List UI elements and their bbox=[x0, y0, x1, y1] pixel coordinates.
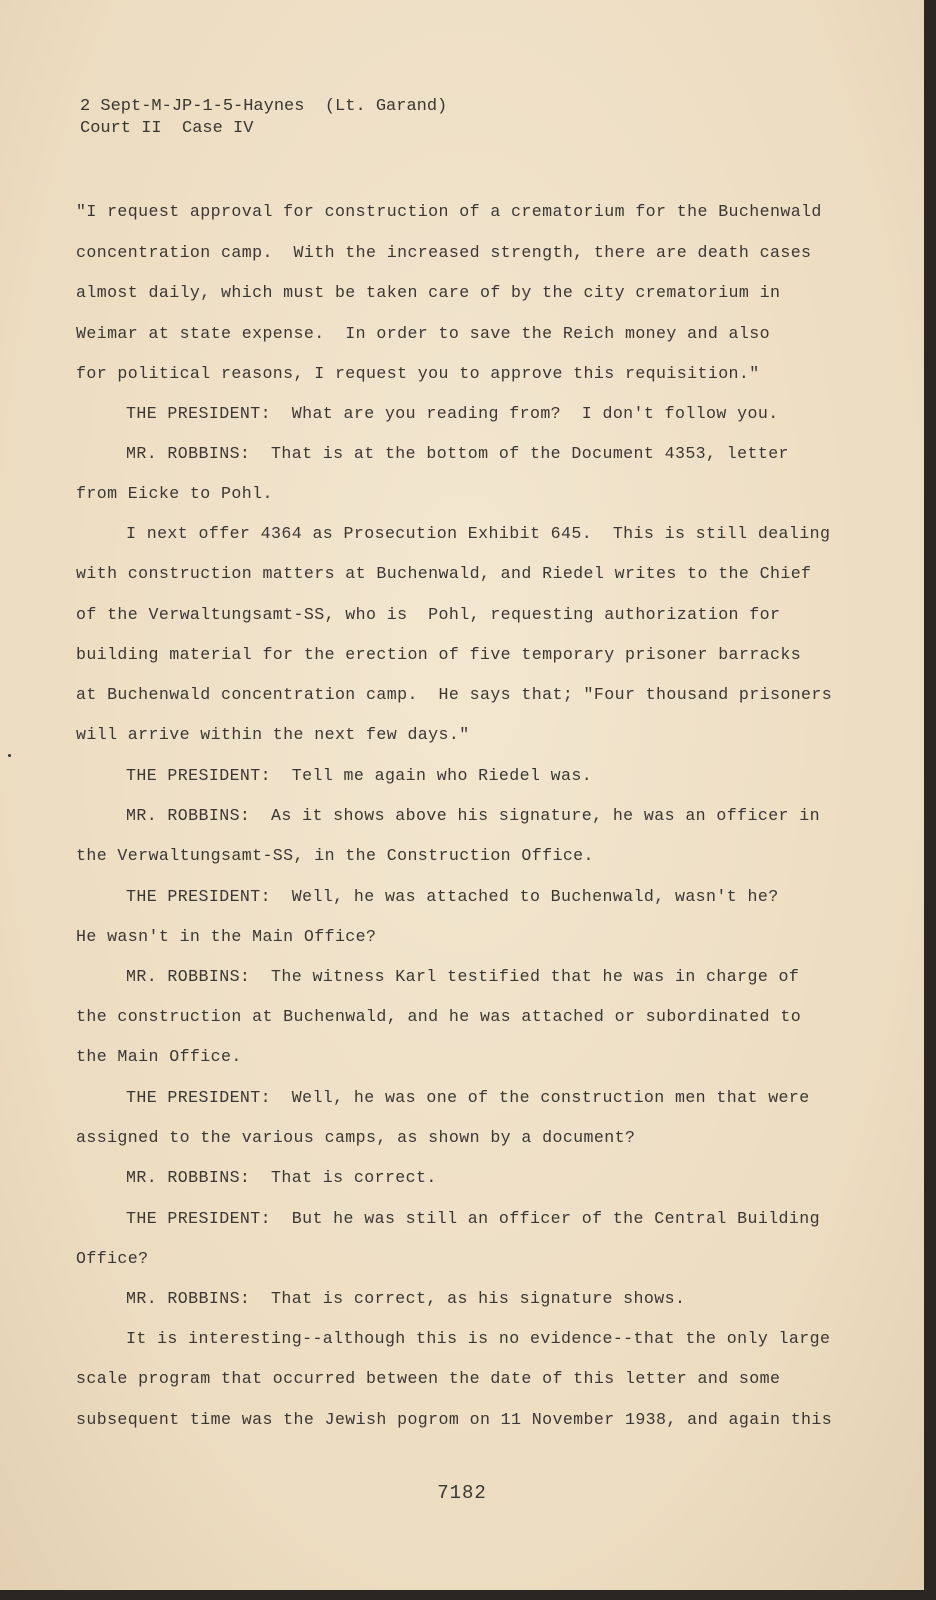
transcript-line: THE PRESIDENT: Well, he was one of the construction men that were bbox=[126, 1088, 810, 1107]
transcript-line: MR. ROBBINS: The witness Karl testified that he was in charge of bbox=[126, 967, 800, 986]
transcript-line: He wasn't in the Main Office? bbox=[76, 927, 377, 946]
transcript-line: the Verwaltungsamt-SS, in the Construction Office. bbox=[76, 846, 594, 865]
transcript-line: MR. ROBBINS: That is correct. bbox=[126, 1168, 437, 1187]
transcript-line: subsequent time was the Jewish pogrom on 11 November 1938, and again this bbox=[76, 1410, 833, 1429]
transcript-line: MR. ROBBINS: That is at the bottom of the Document 4353, letter bbox=[126, 444, 789, 463]
page-number: 7182 bbox=[437, 1482, 487, 1504]
transcript-line: "I request approval for construction of a crematorium for the Buchenwald bbox=[76, 202, 822, 221]
transcript-line: will arrive within the next few days." bbox=[76, 725, 470, 744]
transcript-line: THE PRESIDENT: What are you reading from? I don't follow you. bbox=[126, 404, 779, 423]
transcript-line: MR. ROBBINS: As it shows above his signature, he was an officer in bbox=[126, 806, 820, 825]
transcript-line: concentration camp. With the increased strength, there are death cases bbox=[76, 243, 812, 262]
transcript-line: for political reasons, I request you to approve this requisition." bbox=[76, 364, 760, 383]
header-line-2: Court II Case IV bbox=[80, 119, 254, 138]
transcript-line: MR. ROBBINS: That is correct, as his signature shows. bbox=[126, 1289, 686, 1308]
transcript-line: from Eicke to Pohl. bbox=[76, 484, 273, 503]
transcript-line: with construction matters at Buchenwald, and Riedel writes to the Chief bbox=[76, 564, 812, 583]
transcript-line: the construction at Buchenwald, and he was attached or subordinated to bbox=[76, 1007, 802, 1026]
transcript-line: almost daily, which must be taken care of by the city crematorium in bbox=[76, 283, 781, 302]
transcript-line: Weimar at state expense. In order to save the Reich money and also bbox=[76, 324, 770, 343]
transcript-line: assigned to the various camps, as shown by a document? bbox=[76, 1128, 636, 1147]
transcript-line: THE PRESIDENT: Tell me again who Riedel was. bbox=[126, 766, 593, 785]
paper-speck bbox=[8, 754, 11, 757]
transcript-line: THE PRESIDENT: Well, he was attached to Buchenwald, wasn't he? bbox=[126, 887, 779, 906]
transcript-line: I next offer 4364 as Prosecution Exhibit 645. This is still dealing bbox=[126, 524, 831, 543]
transcript-line: scale program that occurred between the date of this letter and some bbox=[76, 1369, 781, 1388]
transcript-line: building material for the erection of five temporary prisoner barracks bbox=[76, 645, 802, 664]
transcript-line: at Buchenwald concentration camp. He says that; "Four thousand prisoners bbox=[76, 685, 833, 704]
header-line-1: 2 Sept-M-JP-1-5-Haynes (Lt. Garand) bbox=[80, 97, 448, 116]
transcript-line: Office? bbox=[76, 1249, 149, 1268]
document-header bbox=[80, 96, 447, 140]
transcript-line: THE PRESIDENT: But he was still an officer of the Central Building bbox=[126, 1209, 820, 1228]
transcript-line: It is interesting--although this is no evidence--that the only large bbox=[126, 1329, 831, 1348]
transcript-line: of the Verwaltungsamt-SS, who is Pohl, requesting authorization for bbox=[76, 605, 781, 624]
transcript-line: the Main Office. bbox=[76, 1047, 242, 1066]
